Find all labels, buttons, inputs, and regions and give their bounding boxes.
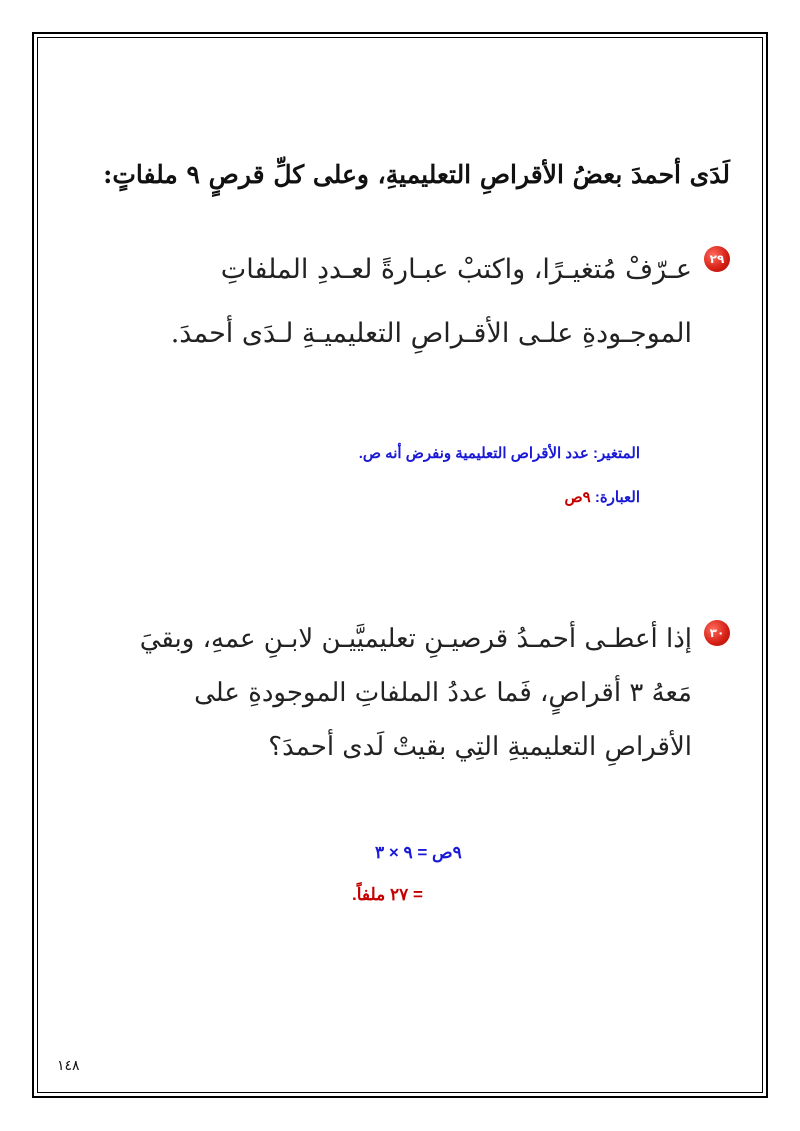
question-29 xyxy=(110,238,730,366)
question-number-badge: ٢٩ xyxy=(704,246,730,272)
calculation-line-2: = ٢٧ ملفاً. xyxy=(352,885,423,904)
page-border-inner xyxy=(37,37,763,1093)
page-number: ١٤٨ xyxy=(57,1058,80,1074)
calculation-line-1: ٩ص = ٩ × ٣ xyxy=(375,843,462,862)
answer-expression-line xyxy=(564,488,640,506)
question-number-badge: ٣٠ xyxy=(704,620,730,646)
expression-label: العبارة: xyxy=(594,489,640,506)
question-30 xyxy=(110,612,730,774)
question-text: عـرّفْ مُتغيـرًا، واكتبْ عبـارةً لعـددِ الملفاتِ الموجـودةِ علـى الأقـراصِ التعليميـةِ لـدَى أحمدَ. xyxy=(170,254,692,349)
question-text: إذا أعطـى أحمـدُ قرصيـنِ تعليميَّيـن لابـنِ عمهِ، وبقيَ مَعهُ ٣ أقراصٍ، فَما عددُ الملفاتِ الموجودةِ على الأقراصِ التعليميةِ التِي بقيتْ لَدى أحمدَ؟ xyxy=(139,624,692,762)
answer-variable-line: المتغير: عدد الأقراص التعليمية ونفرض أنه ص. xyxy=(358,445,640,462)
problem-intro: لَدَى أحمدَ بعضُ الأقراصِ التعليميةِ، وعلى كلِّ قرصٍ ٩ ملفاتٍ: xyxy=(103,160,730,189)
expression-value: ٩ص xyxy=(564,489,591,506)
